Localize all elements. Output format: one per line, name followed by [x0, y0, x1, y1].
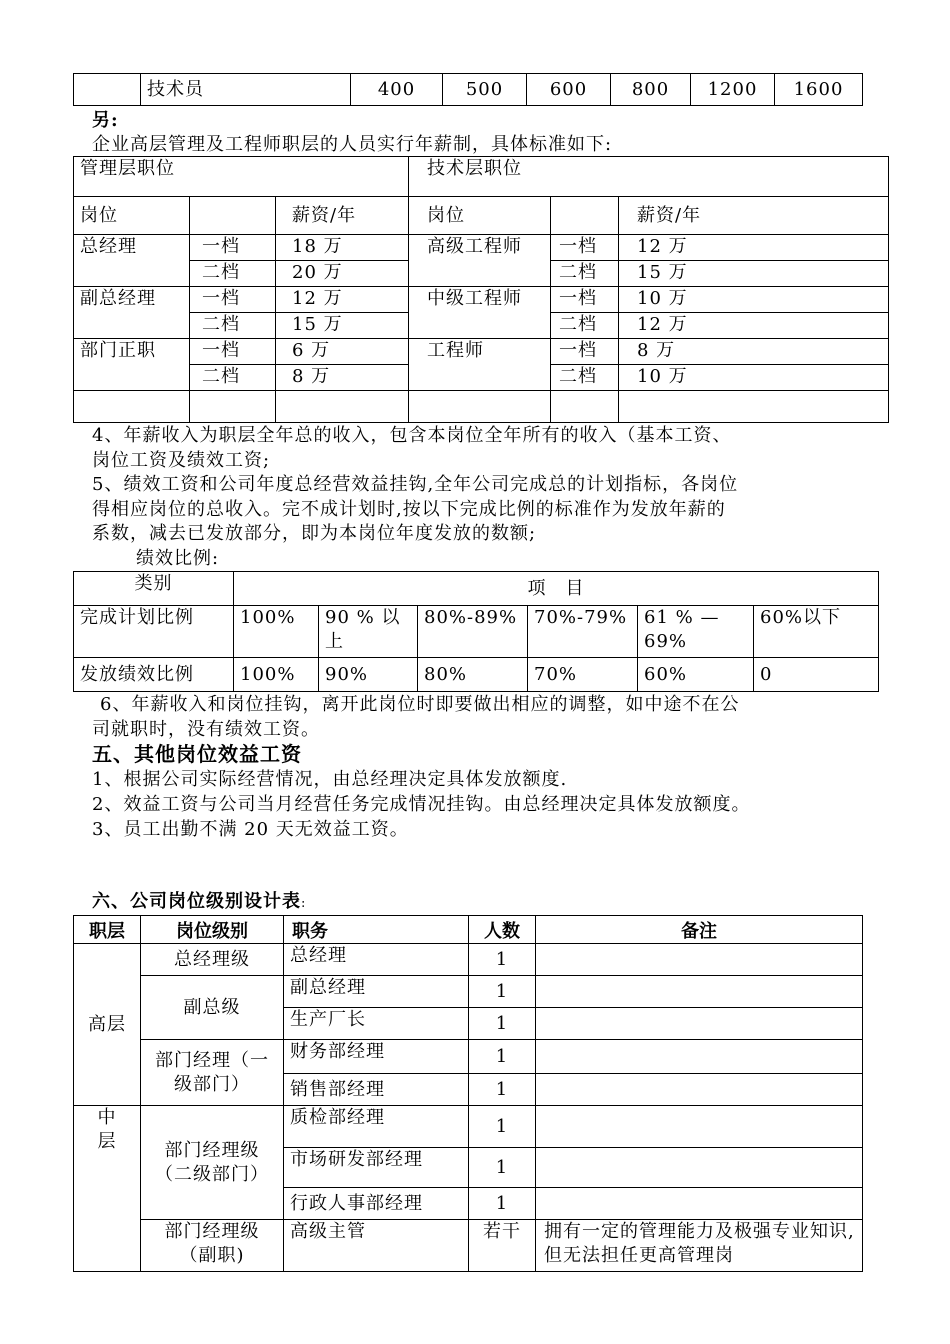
count-cell: 1 — [469, 1074, 536, 1106]
perf-cell: 80% — [418, 658, 528, 692]
para6-line2: 司就职时，没有绩效工资。 — [92, 719, 320, 740]
grade: 一档 — [190, 339, 276, 365]
duty-cell: 高级主管 — [284, 1220, 469, 1272]
perf-cell: 61 % — 69% — [638, 606, 754, 658]
col-count: 人数 — [469, 916, 536, 944]
duty-cell: 生产厂长 — [284, 1008, 469, 1040]
section5-item2: 2、效益工资与公司当月经营任务完成情况挂钩。由总经理决定具体发放额度。 — [92, 794, 751, 815]
count-cell: 1 — [469, 944, 536, 976]
count-cell: 1 — [469, 1106, 536, 1148]
tech-post: 中级工程师 — [409, 287, 551, 339]
salary: 15 万 — [276, 313, 409, 339]
mgmt-header: 管理层职位 — [74, 157, 409, 197]
section5-item3: 3、员工出勤不满 20 天无效益工资。 — [92, 819, 409, 840]
para4-line1: 4、年薪收入为职层全年总的收入，包含本岗位全年所有的收入（基本工资、 — [92, 425, 732, 446]
salary: 12 万 — [619, 313, 889, 339]
perf-cell: 60%以下 — [754, 606, 879, 658]
perf-row1-label: 完成计划比例 — [74, 606, 234, 658]
para5-line3: 系数，减去已发放部分，即为本岗位年度发放的数额; — [92, 523, 537, 544]
perf-header-type: 类别 — [74, 572, 234, 606]
salary: 8 万 — [276, 365, 409, 391]
perf-cell: 60% — [638, 658, 754, 692]
salary: 12 万 — [276, 287, 409, 313]
col-duty: 职务 — [284, 916, 469, 944]
duty-cell: 财务部经理 — [284, 1040, 469, 1074]
salary: 10 万 — [619, 287, 889, 313]
grade-table — [73, 915, 863, 1272]
grade: 一档 — [190, 287, 276, 313]
col-post: 岗位 — [74, 197, 190, 235]
perf-cell: 70% — [528, 658, 638, 692]
performance-table — [73, 571, 879, 692]
salary: 8 万 — [619, 339, 889, 365]
grade: 一档 — [551, 339, 619, 365]
count-cell: 1 — [469, 1148, 536, 1188]
grade-cell: 部门经理级（二级部门） — [141, 1106, 284, 1220]
tech-row-value: 1200 — [691, 74, 775, 106]
mgmt-post: 总经理 — [74, 235, 190, 287]
salary-table — [73, 156, 889, 423]
grade: 一档 — [190, 235, 276, 261]
duty-cell: 副总经理 — [284, 976, 469, 1008]
note-cell: 拥有一定的管理能力及极强专业知识,但无法担任更高管理岗 — [536, 1220, 863, 1272]
grade: 二档 — [551, 313, 619, 339]
col-note: 备注 — [536, 916, 863, 944]
perf-cell: 90 % 以上 — [319, 606, 418, 658]
salary: 6 万 — [276, 339, 409, 365]
para6-line1: 6、年薪收入和岗位挂钩，离开此岗位时即要做出相应的调整，如中途不在公 — [100, 694, 740, 715]
duty-cell: 市场研发部经理 — [284, 1148, 469, 1188]
col-grade: 岗位级别 — [141, 916, 284, 944]
col-post: 岗位 — [409, 197, 551, 235]
grade-cell: 部门经理（一级部门） — [141, 1040, 284, 1106]
grade: 二档 — [190, 261, 276, 287]
mgmt-post: 部门正职 — [74, 339, 190, 391]
duty-cell: 行政人事部经理 — [284, 1188, 469, 1220]
perf-cell: 90% — [319, 658, 418, 692]
para5-line2: 得相应岗位的总收入。完不成计划时,按以下完成比例的标准作为发放年薪的 — [92, 499, 726, 520]
grade: 二档 — [551, 261, 619, 287]
salary: 18 万 — [276, 235, 409, 261]
tech-row-value: 500 — [443, 74, 527, 106]
salary: 12 万 — [619, 235, 889, 261]
tech-row-value: 800 — [611, 74, 691, 106]
salary: 20 万 — [276, 261, 409, 287]
duty-cell: 质检部经理 — [284, 1106, 469, 1148]
section5-title: 五、其他岗位效益工资 — [92, 742, 302, 766]
note-text: 企业高层管理及工程师职层的人员实行年薪制，具体标准如下: — [92, 134, 613, 155]
section6-title: 六、公司岗位级别设计表: — [92, 891, 307, 912]
perf-cell: 100% — [234, 606, 319, 658]
grade: 一档 — [551, 287, 619, 313]
tech-header: 技术层职位 — [409, 157, 889, 197]
grade-cell: 副总级 — [141, 976, 284, 1040]
tech-row-value: 400 — [351, 74, 443, 106]
tech-row-value: 600 — [527, 74, 611, 106]
col-salary: 薪资/年 — [619, 197, 889, 235]
grade: 二档 — [551, 365, 619, 391]
count-cell: 1 — [469, 1008, 536, 1040]
tech-post: 工程师 — [409, 339, 551, 391]
perf-row2-label: 发放绩效比例 — [74, 658, 234, 692]
perf-cell: 70%-79% — [528, 606, 638, 658]
col-layer: 职层 — [74, 916, 141, 944]
note-head: 另: — [92, 110, 119, 131]
duty-cell: 销售部经理 — [284, 1074, 469, 1106]
perf-label: 绩效比例: — [136, 548, 220, 569]
count-cell: 1 — [469, 1040, 536, 1074]
count-cell: 若干 — [469, 1220, 536, 1272]
grade-cell: 部门经理级（副职) — [141, 1220, 284, 1272]
grade: 一档 — [551, 235, 619, 261]
layer-high: 高层 — [74, 944, 141, 1106]
salary: 15 万 — [619, 261, 889, 287]
para4-line2: 岗位工资及绩效工资; — [92, 450, 271, 471]
perf-cell: 80%-89% — [418, 606, 528, 658]
perf-cell: 100% — [234, 658, 319, 692]
para5-line1: 5、绩效工资和公司年度总经营效益挂钩,全年公司完成总的计划指标，各岗位 — [92, 474, 739, 495]
mgmt-post: 副总经理 — [74, 287, 190, 339]
layer-mid: 中层 — [74, 1106, 141, 1272]
tech-row-label: 技术员 — [141, 74, 351, 106]
perf-cell: 0 — [754, 658, 879, 692]
tech-row-value: 1600 — [775, 74, 863, 106]
duty-cell: 总经理 — [284, 944, 469, 976]
salary: 10 万 — [619, 365, 889, 391]
grade: 二档 — [190, 365, 276, 391]
count-cell: 1 — [469, 1188, 536, 1220]
col-salary: 薪资/年 — [276, 197, 409, 235]
tech-row-table — [73, 73, 863, 106]
grade: 二档 — [190, 313, 276, 339]
tech-post: 高级工程师 — [409, 235, 551, 287]
grade-cell: 总经理级 — [141, 944, 284, 976]
section5-item1: 1、根据公司实际经营情况，由总经理决定具体发放额度. — [92, 769, 568, 790]
perf-header-item: 项 目 — [234, 572, 879, 606]
count-cell: 1 — [469, 976, 536, 1008]
